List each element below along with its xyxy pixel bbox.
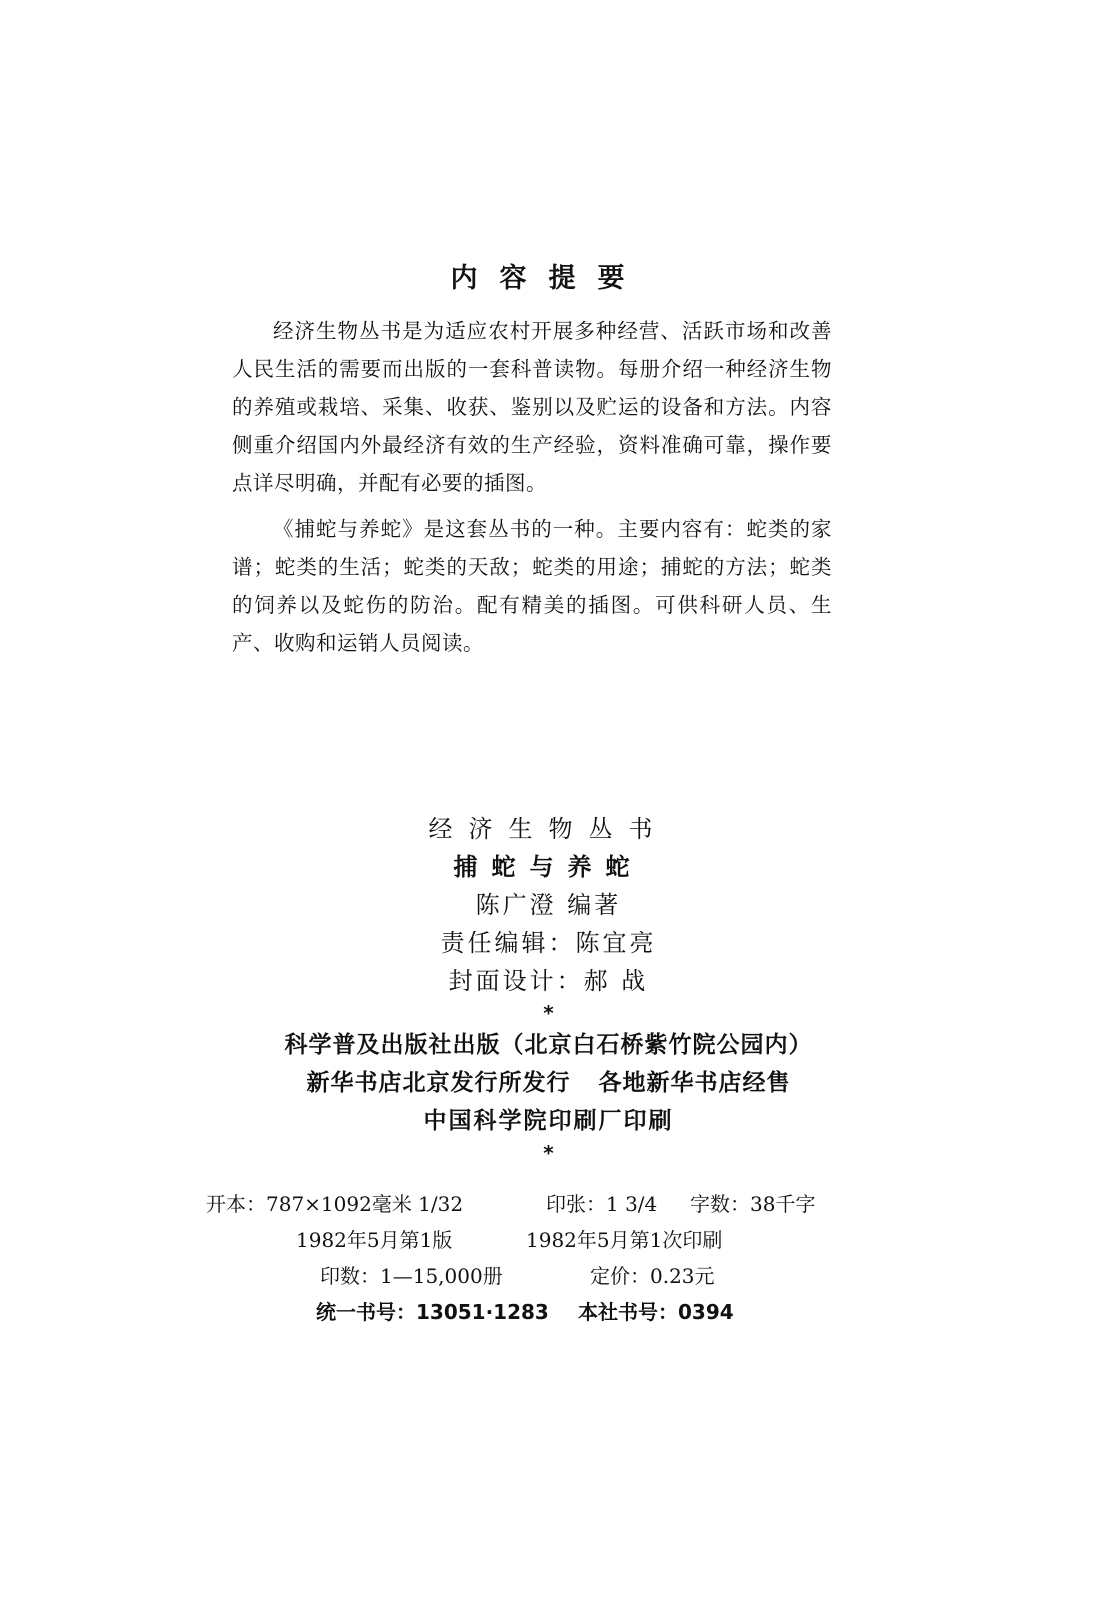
series-name: 经济生物丛书 [428, 815, 669, 843]
separator-star-1: * [543, 1001, 554, 1025]
word-count-spec: 字数：38千字 [690, 1192, 816, 1216]
abstract-paragraph-1: 经济生物丛书是为适应农村开展多种经营、活跃市场和改善人民生活的需要而出版的一套科普读物。每册介绍一种经济生物的养殖或栽培、采集、收获、鉴别以及贮运的设备和方法。内容侧重介绍国内外最经济有效的生产经验，资料准确可靠，操作要点详尽明确，并配有必要的插图。 [232, 319, 832, 495]
edition-spec: 1982年5月第1版 [296, 1228, 453, 1252]
printing-spec: 1982年5月第1次印刷 [526, 1228, 723, 1252]
price-spec: 定价：0.23元 [590, 1264, 715, 1288]
distributor-right: 各地新华书店经售 [598, 1070, 791, 1096]
book-title: 捕蛇与养蛇 [453, 853, 644, 881]
distributor-line [0, 1064, 1097, 1102]
printer-line: 中国科学院印刷厂印刷 [423, 1108, 674, 1134]
author-line: 陈广澄 编著 [475, 891, 622, 919]
unified-book-number: 统一书号：13051·1283 [316, 1300, 549, 1324]
print-run-spec: 印数：1—15,000册 [320, 1264, 503, 1288]
sheets-spec: 印张：1 3/4 [546, 1192, 658, 1216]
separator-star-2: * [543, 1141, 554, 1165]
specs-row-4 [0, 1294, 1097, 1330]
specs-row-2 [0, 1222, 1097, 1258]
specs-row-3 [0, 1258, 1097, 1294]
publication-specs [0, 1186, 1097, 1330]
cover-design-line: 封面设计：郝 战 [448, 967, 649, 995]
colophon [0, 810, 1097, 1166]
abstract-paragraph-2: 《捕蛇与养蛇》是这套丛书的一种。主要内容有：蛇类的家谱；蛇类的生活；蛇类的天敌；蛇类的用途；捕蛇的方法；蛇类的饲养以及蛇伤的防治。配有精美的插图。可供科研人员、生产、收购和运销人员阅读。 [232, 517, 832, 655]
abstract-body [232, 312, 832, 662]
distributor-left: 新华书店北京发行所发行 [306, 1070, 571, 1096]
format-spec: 开本：787×1092毫米 1/32 [206, 1192, 464, 1216]
publisher-line: 科学普及出版社出版（北京白石桥紫竹院公园内） [284, 1032, 813, 1058]
abstract-heading: 内容提要 [450, 263, 647, 294]
editor-line: 责任编辑：陈宜亮 [440, 929, 657, 957]
specs-row-1 [0, 1186, 1097, 1222]
press-book-number: 本社书号：0394 [578, 1300, 734, 1324]
